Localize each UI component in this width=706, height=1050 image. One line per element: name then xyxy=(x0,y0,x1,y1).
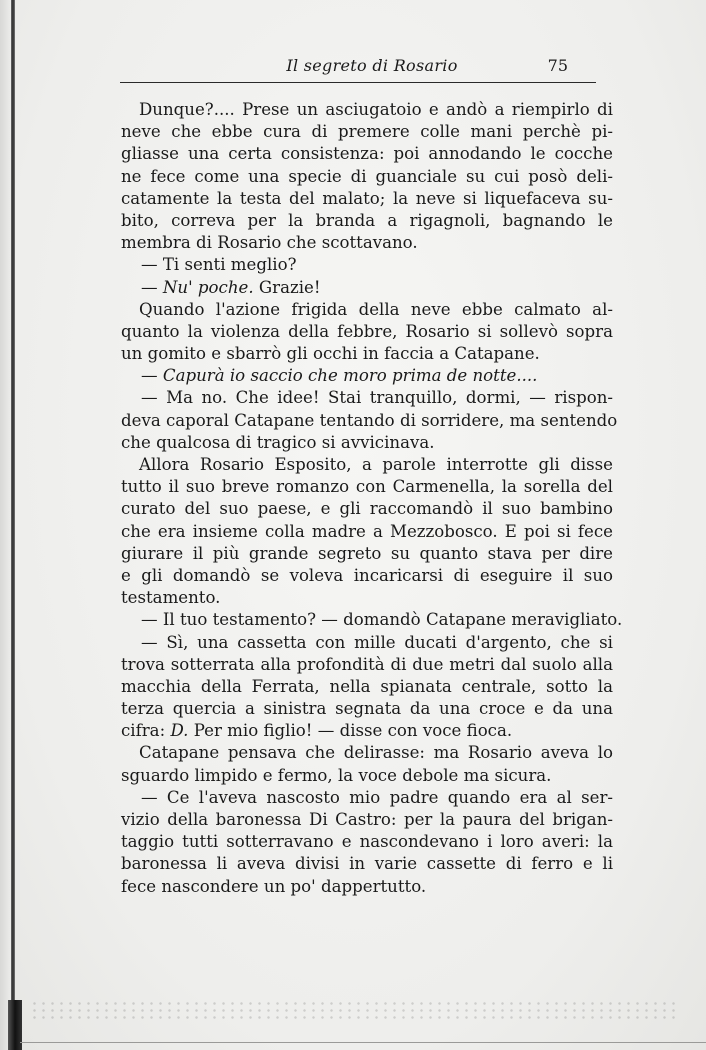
body-text xyxy=(121,99,623,898)
header-rule xyxy=(120,82,596,83)
text-line xyxy=(121,720,613,742)
line-suffix: Per mio figlio! — disse con voce fioca. xyxy=(188,721,513,741)
book-binding-edge xyxy=(11,0,15,1050)
text-line: un gomito e sbarrò gli occhi in faccia a Catapane. xyxy=(121,344,540,364)
line-prefix: — xyxy=(141,366,163,386)
page-number: 75 xyxy=(547,56,568,75)
text-line: Allora Rosario Esposito, a parole interrotte gli disse xyxy=(139,455,613,474)
running-title: Il segreto di Rosario xyxy=(286,56,458,75)
text-line: Dunque?.... Prese un asciugatoio e andò a riempirlo di xyxy=(139,100,613,119)
text-line xyxy=(121,365,613,387)
text-line: giurare il più grande segreto su quanto stava per dire xyxy=(121,543,613,563)
text-line: sguardo limpido e fermo, la voce debole ma sicura. xyxy=(121,765,552,785)
line-prefix: — xyxy=(141,277,163,297)
text-line: curato del suo paese, e gli raccomandò il suo bambino xyxy=(121,499,613,519)
text-line: catamente la testa del malato; la neve si liquefaceva su- xyxy=(121,188,613,208)
text-line: membra di Rosario che scottavano. xyxy=(121,233,418,253)
text-line: Catapane pensava che delirasse: ma Rosario aveva lo xyxy=(139,743,613,763)
text-line: taggio tutti sotterravano e nascondevano i loro averi: la xyxy=(121,832,613,852)
text-line: deva caporal Catapane tentando di sorridere, ma sentendo xyxy=(121,410,618,430)
page-bottom-edge xyxy=(20,1042,706,1043)
text-line: tutto il suo breve romanzo con Carmenella, la sorella del xyxy=(121,477,613,497)
line-prefix: cifra: xyxy=(121,721,171,741)
running-header xyxy=(120,56,568,80)
text-line: — Il tuo testamento? — domandò Catapane meravigliato. xyxy=(141,610,623,630)
scan-speckle xyxy=(30,1000,680,1020)
text-line: testamento. xyxy=(121,588,221,608)
text-line: baronessa li aveva divisi in varie cassette di ferro e li xyxy=(121,854,613,874)
italic-dialect-text: Nu' poche. xyxy=(162,277,254,297)
text-line: macchia della Ferrata, nella spianata centrale, sotto la xyxy=(121,676,613,696)
text-line: ne fece come una specie di guanciale su cui posò deli- xyxy=(121,166,613,186)
text-line: quanto la violenza della febbre, Rosario si sollevò sopra xyxy=(121,321,613,341)
text-line: che qualcosa di tragico si avvicinava. xyxy=(121,432,435,452)
binding-shadow xyxy=(0,0,11,1050)
italic-dialect-text: D. xyxy=(170,721,189,741)
text-line: — Ce l'aveva nascosto mio padre quando era al ser- xyxy=(141,787,613,807)
text-line: trova sotterrata alla profondità di due metri dal suolo alla xyxy=(121,654,613,674)
text-line: — Ma no. Che idee! Stai tranquillo, dormi, — rispon- xyxy=(141,388,613,408)
line-suffix: Grazie! xyxy=(253,277,321,297)
text-line: neve che ebbe cura di premere colle mani perchè pi- xyxy=(121,122,613,142)
text-line: Quando l'azione frigida della neve ebbe calmato al- xyxy=(139,299,613,319)
text-line: e gli domandò se voleva incaricarsi di eseguire il suo xyxy=(121,565,613,585)
italic-dialect-text: Capurà io saccio che moro prima de notte.... xyxy=(162,366,538,386)
text-line: — Sì, una cassetta con mille ducati d'argento, che si xyxy=(141,632,613,652)
text-line: — Ti senti meglio? xyxy=(141,255,297,275)
text-line: fece nascondere un po' dappertutto. xyxy=(121,876,427,896)
text-line: gliasse una certa consistenza: poi annodando le cocche xyxy=(121,144,613,164)
text-line: terza quercia a sinistra segnata da una croce e da una xyxy=(121,699,613,719)
text-line: bito, correva per la branda a rigagnoli, bagnando le xyxy=(121,210,613,230)
text-line: che era insieme colla madre a Mezzobosco. E poi si fece xyxy=(121,521,613,541)
text-line xyxy=(121,277,613,299)
text-line: vizio della baronessa Di Castro: per la paura del brigan- xyxy=(121,810,613,829)
